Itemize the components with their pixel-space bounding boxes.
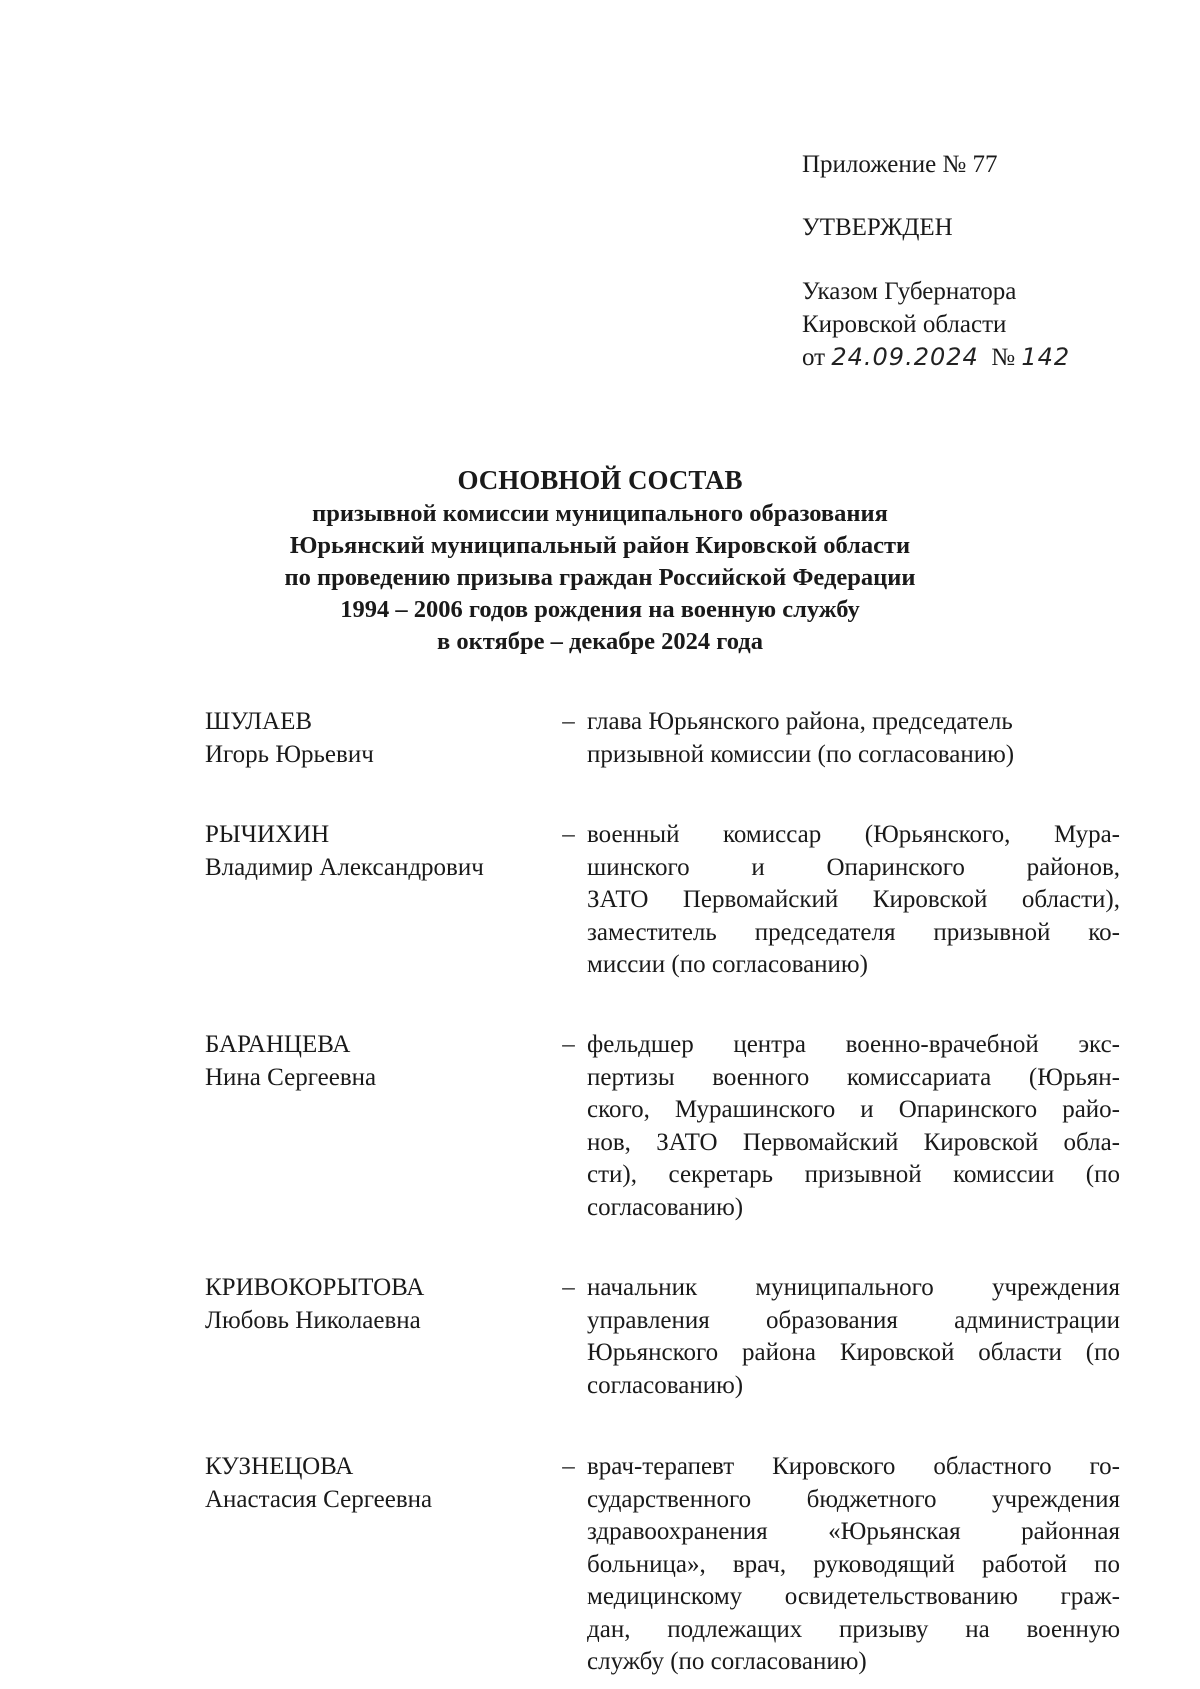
role-line: заместитель председателя призывной ко- [587,918,1120,946]
member-given-names: Владимир Александрович [205,853,484,881]
member-dash: – [562,708,575,735]
number-label: № [991,344,1016,371]
role-line: согласованию) [587,1371,744,1399]
role-line: ЗАТО Первомайский Кировской области), [587,886,1120,913]
member-surname: ШУЛАЕВ [205,708,313,735]
document-title [0,462,1200,658]
from-label: от [802,344,826,371]
appendix-number: Приложение № 77 [802,151,998,178]
role-line: нов, ЗАТО Первомайский Кировской обла- [587,1128,1120,1156]
title-line: Юрьянский муниципальный район Кировской области [289,532,911,559]
role-line: миссии (по согласованию) [587,951,868,978]
title-line: по проведению призыва граждан Российской Федерации [284,564,916,591]
member-given-names: Игорь Юрьевич [205,740,374,768]
role-line: военный комиссар (Юрьянского, Мура- [587,821,1120,848]
member-given-names: Любовь Николаевна [205,1306,421,1334]
role-line: призывной комиссии (по согласованию) [587,740,1015,768]
member-role [587,1451,1120,1679]
member-given-names: Нина Сергеевна [205,1063,377,1091]
member-surname: БАРАНЦЕВА [205,1031,351,1058]
role-line: дан, подлежащих призыву на военную [587,1615,1120,1643]
member-entry [205,706,1120,819]
member-dash: – [562,1031,575,1058]
role-line: согласованию) [587,1193,744,1221]
role-line: шинского и Опаринского районов, [587,853,1120,881]
member-dash: – [562,821,575,848]
role-line: фельдшер центра военно-врачебной экс- [587,1031,1120,1058]
member-name [205,1272,550,1337]
role-line: ского, Мурашинского и Опаринского райо- [587,1096,1120,1123]
role-line: глава Юрьянского района, председатель [587,708,1013,735]
member-name [205,819,550,884]
member-name [205,706,550,771]
member-role [587,706,1120,771]
title-line: призывной комиссии муниципального образования [312,500,888,527]
decree-date-number [802,341,1070,374]
member-entry [205,1029,1120,1272]
role-line: Юрьянского района Кировской области (по [587,1339,1120,1366]
member-entry [205,1272,1120,1451]
role-line: сти), секретарь призывной комиссии (по [587,1161,1120,1188]
title-line: 1994 – 2006 годов рождения на военную службу [340,596,860,623]
approval-block [802,148,1070,374]
commission-members-list [205,706,1120,1679]
role-line: пертизы военного комиссариата (Юрьян- [587,1063,1120,1091]
role-line: медицинскому освидетельствованию граж- [587,1583,1120,1610]
role-line: врач-терапевт Кировского областного го- [587,1453,1120,1480]
member-dash: – [562,1274,575,1301]
handwritten-number: 142 [1021,343,1071,371]
member-name [205,1451,550,1516]
member-role [587,1029,1120,1224]
role-line: управления образования администрации [587,1306,1120,1334]
role-line: здравоохранения «Юрьянская районная [587,1518,1120,1545]
title-line: в октябре – декабре 2024 года [437,628,763,655]
role-line: сударственного бюджетного учреждения [587,1485,1120,1513]
member-given-names: Анастасия Сергеевна [205,1485,433,1513]
member-surname: КРИВОКОРЫТОВА [205,1274,425,1301]
member-entry [205,819,1120,1029]
member-role [587,1272,1120,1402]
member-name [205,1029,550,1094]
decree-line-2: Кировской области [802,311,1007,338]
role-line: больница», врач, руководящий работой по [587,1550,1120,1578]
member-role [587,819,1120,982]
approved-label: УТВЕРЖДЕН [802,214,953,241]
member-entry [205,1451,1120,1679]
handwritten-date: 24.09.2024 [831,343,979,371]
member-surname: РЫЧИХИН [205,821,330,848]
member-surname: КУЗНЕЦОВА [205,1453,354,1480]
role-line: службу (по согласованию) [587,1648,867,1675]
role-line: начальник муниципального учреждения [587,1274,1120,1301]
title-main: ОСНОВНОЙ СОСТАВ [457,465,743,495]
member-dash: – [562,1453,575,1480]
decree-line-1: Указом Губернатора [802,278,1017,305]
